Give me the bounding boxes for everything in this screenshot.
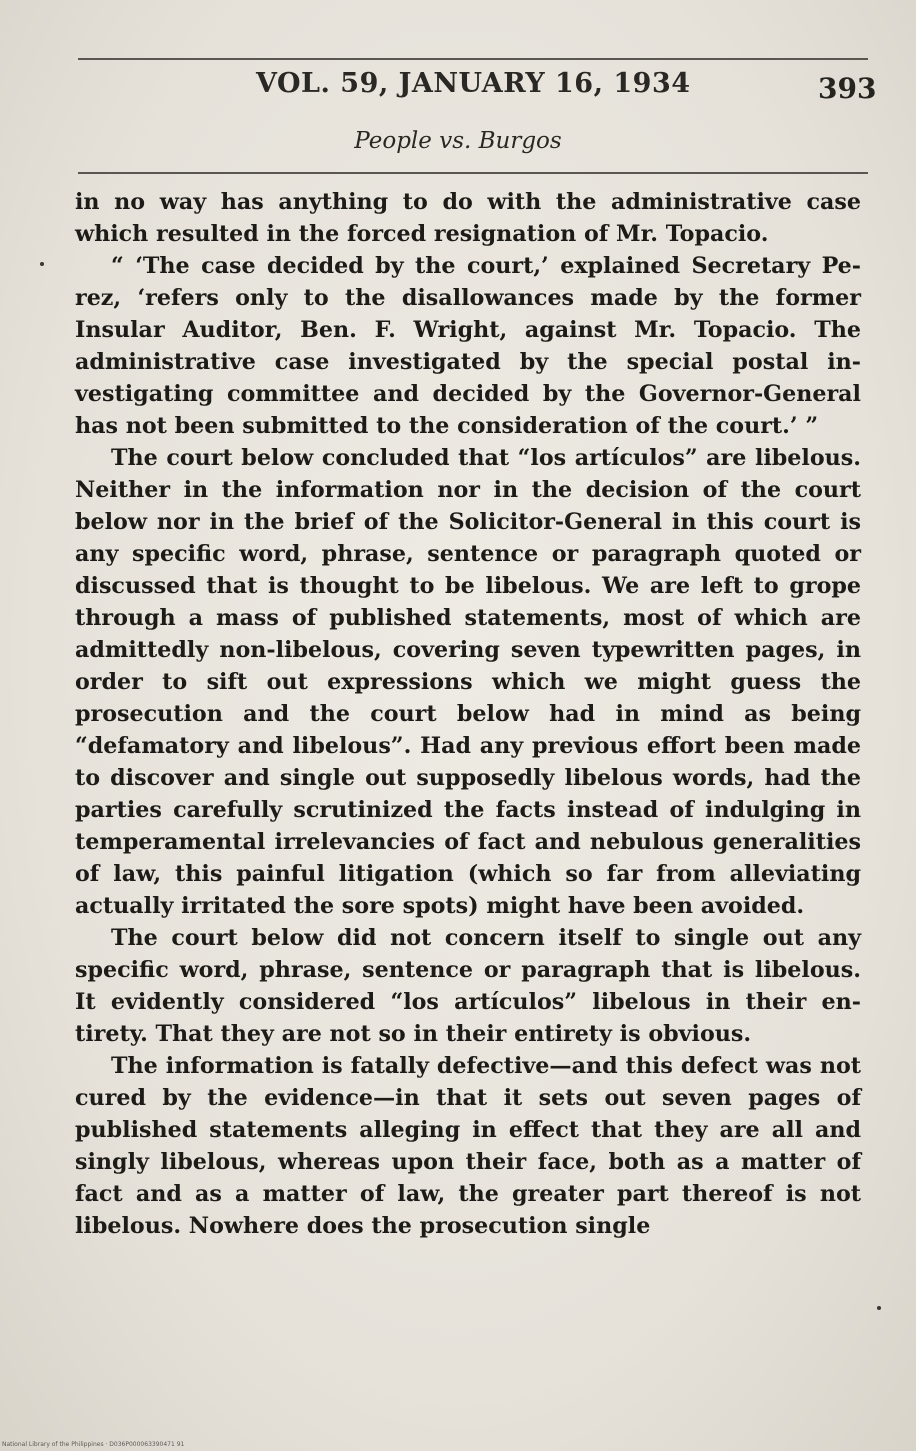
paragraph: The information is fatally defective—and this defect was not cured by the evidence—in that it sets out seven pages of published statements alleging in effect that they are all and singly libelous, whereas upon their face, both as a matter of fact and as a matter of law, the greater part thereof is not libelous. Nowhere does the prosecution single <box>75 1053 861 1239</box>
paragraph: The court below concluded that “los artículos” are libelous. Neither in the information nor in the decision of the court below nor in the brief of the Solicitor-General in this court is any specific word, phrase, sentence or paragraph quoted or discussed that is thought to be libelous. We are left to grope through a mass of published statements, most of which are admittedly non-libelous, covering seven typewritten pages, in order to sift out expressions which we might guess the prosecution and the court below had in mind as being “defamatory and libelous”. Had any previous effort been made to discover and single out supposedly libelous words, had the parties carefully scrutinized the facts instead of indulging in temperamental irrelevancies of fact and nebulous generalities of law, this painful litigation (which so far from alleviating actually irritated the sore spots) might have been avoided. <box>75 445 861 919</box>
library-stamp: National Library of the Philippines · D036P000063390471 91 <box>2 1441 185 1448</box>
header-rule-bottom <box>78 172 868 174</box>
page-number: 393 <box>818 72 877 105</box>
running-head: VOL. 59, JANUARY 16, 1934 <box>256 68 691 99</box>
paragraph: “ ‘The case decided by the court,’ explained Secretary Perez, ‘refers only to the disallowances made by the former Insular Auditor, Ben. F. Wright, against Mr. Topacio. The administrative case investigated by the special postal investigating committee and decided by the Governor-General has not been submitted to the consideration of the court.’ ” <box>75 253 861 439</box>
case-title: People vs. Burgos <box>354 128 562 154</box>
scan-speck <box>40 262 44 266</box>
header-rule-top <box>78 58 868 60</box>
paragraph: The court below did not concern itself to single out any specific word, phrase, sentence or paragraph that is libelous. It evidently considered “los artículos” libelous in their entirety. That they are not so in their entirety is obvious. <box>75 925 861 1047</box>
body-text <box>75 186 861 1242</box>
paragraph: in no way has anything to do with the administrative case which resulted in the forced resignation of Mr. Topacio. <box>75 189 861 247</box>
scan-speck <box>877 1306 881 1310</box>
page-header <box>0 62 916 122</box>
